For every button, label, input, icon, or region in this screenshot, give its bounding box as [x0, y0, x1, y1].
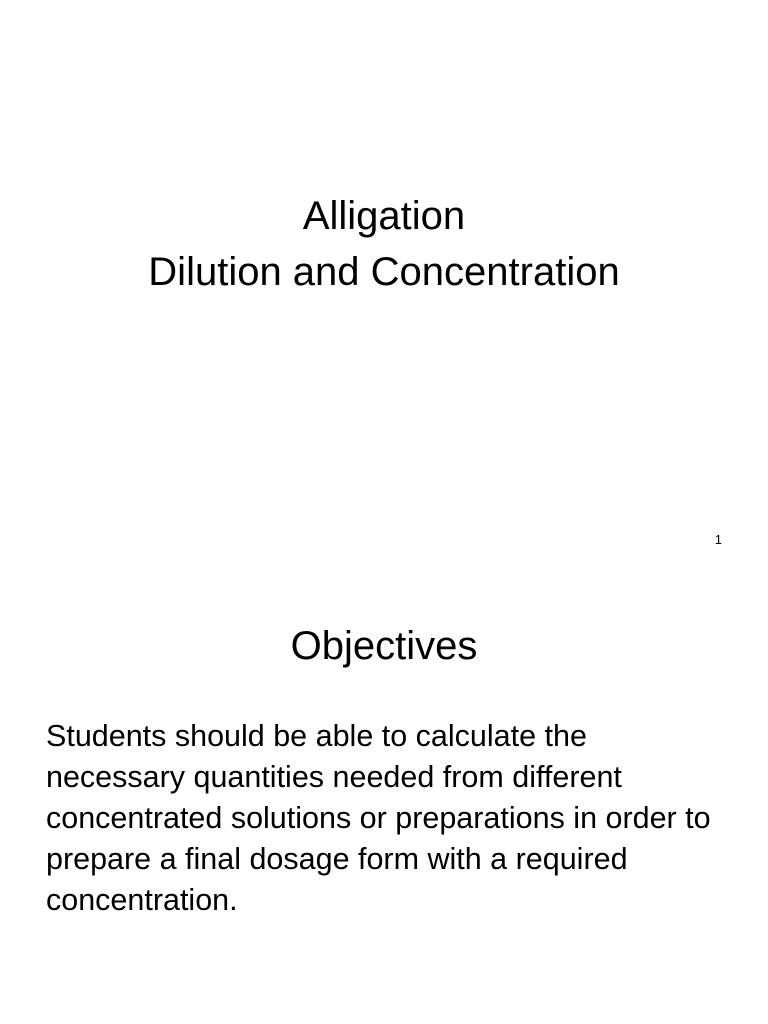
slide-title-line-1: Alligation	[302, 194, 466, 238]
objectives-body: Students should be able to calculate the necessary quantities needed from different concentrated solutions or preparations in order to prepare a final dosage form with a required concentration.	[46, 719, 711, 917]
slide-title-line-2: Dilution and Concentration	[148, 250, 620, 294]
objectives-heading: Objectives	[290, 624, 478, 668]
page-number: 1	[714, 532, 722, 547]
slide-2	[0, 560, 768, 1024]
